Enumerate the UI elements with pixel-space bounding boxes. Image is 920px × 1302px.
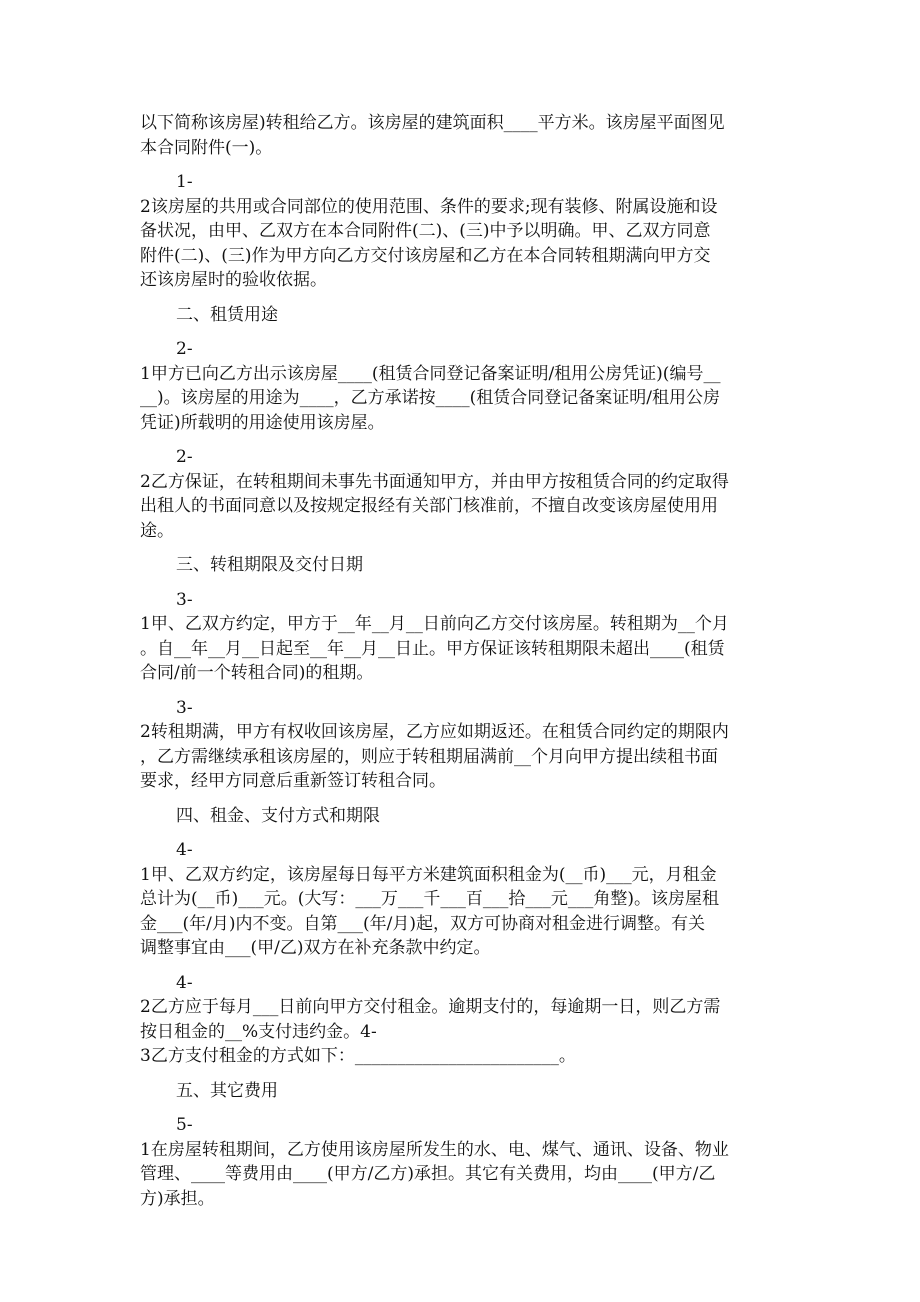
clause-number: 4- (176, 840, 193, 860)
clause-number: 2- (176, 447, 193, 467)
clause-number: 3- (176, 589, 193, 610)
clause-number: 4- (176, 972, 193, 993)
text-line: 还该房屋时的验收依据。 (140, 270, 327, 290)
text-line: 本合同附件(一)。 (140, 137, 273, 158)
text-line: 按日租金的__%支付违约金。4- (140, 1021, 377, 1042)
text-line: 以下简称该房屋)转租给乙方。该房屋的建筑面积____平方米。该房屋平面图见 (140, 113, 725, 133)
text-line: 1甲、乙双方约定，甲方于__年__月__日前向乙方交付该房屋。转租期为__个月 (140, 614, 729, 634)
section-heading: 四、租金、支付方式和期限 (176, 805, 380, 826)
clause-paragraph (140, 588, 780, 686)
clause-number: 3- (176, 697, 193, 718)
clause-paragraph (140, 971, 780, 1069)
text-line: 途。 (140, 520, 174, 541)
text-line: 凭证)所载明的用途使用该房屋。 (140, 412, 385, 433)
section-heading: 二、租赁用途 (176, 304, 278, 325)
text-line: 。自__年__月__日起至__年__月__日止。甲方保证该转租期限未超出____(租赁 (140, 638, 725, 659)
text-line: 2乙方保证，在转租期间未事先书面通知甲方，并由甲方按租赁合同的约定取得 (140, 471, 729, 492)
text-line: 管理、____等费用由____(甲方/乙方)承担。其它有关费用，均由____(甲方/乙 (140, 1164, 716, 1184)
text-line: 合同/前一个转租合同)的租期。 (140, 663, 374, 683)
clause-paragraph (140, 170, 780, 293)
text-line: ，乙方需继续承租该房屋的，则应于转租期届满前__个月向甲方提出续租书面 (140, 746, 718, 767)
clause-number: 2- (176, 339, 193, 359)
section-heading: 三、转租期限及交付日期 (176, 555, 363, 575)
text-line: 要求，经甲方同意后重新签订转租合同。 (140, 771, 446, 791)
text-line: 备状况，由甲、乙双方在本合同附件(二)、(三)中予以明确。甲、乙双方同意 (140, 221, 711, 241)
text-line: 2乙方应于每月___日前向甲方交付租金。逾期支付的，每逾期一日，则乙方需 (140, 997, 721, 1017)
document-body (140, 111, 780, 1221)
text-line: 1甲、乙双方约定，该房屋每日每平方米建筑面积租金为(__币)___元，月租金 (140, 864, 717, 885)
clause-paragraph (140, 1113, 780, 1211)
clause-paragraph (140, 696, 780, 794)
text-line: 3乙方支付租金的方式如下：________________________。 (140, 1046, 576, 1066)
text-line: 总计为(__币)___元。(大写：___万___千___百___拾___元___角整)。该房屋租 (140, 889, 720, 909)
text-line: __)。该房屋的用途为____，乙方承诺按____(租赁合同登记备案证明/租用公房 (140, 388, 720, 408)
clause-number: 5- (176, 1115, 193, 1135)
section-heading: 五、其它费用 (176, 1080, 278, 1101)
text-line: 调整事宜由___(甲/乙)双方在补充条款中约定。 (140, 938, 491, 958)
text-line: 附件(二)、(三)作为甲方向乙方交付该房屋和乙方在本合同转租期满向甲方交 (140, 245, 711, 266)
clause-number: 1- (176, 172, 193, 192)
text-line: 方)承担。 (140, 1188, 215, 1209)
text-line: 2转租期满，甲方有权收回该房屋，乙方应如期返还。在租赁合同约定的期限内 (140, 722, 729, 742)
clause-paragraph (140, 838, 780, 961)
clause-paragraph (140, 445, 780, 543)
text-line: 2该房屋的共用或合同部位的使用范围、条件的要求;现有装修、附属设施和设 (140, 196, 718, 217)
text-line: 金___(年/月)内不变。自第___(年/月)起，双方可协商对租金进行调整。有关 (140, 913, 705, 934)
clause-paragraph (140, 337, 780, 435)
text-line: 1甲方已向乙方出示该房屋____(租赁合同登记备案证明/租用公房凭证)(编号__ (140, 363, 721, 384)
clause-paragraph (140, 111, 780, 160)
text-line: 出租人的书面同意以及按规定报经有关部门核准前，不擅自改变该房屋使用用 (140, 496, 718, 516)
text-line: 1在房屋转租期间，乙方使用该房屋所发生的水、电、煤气、通讯、设备、物业 (140, 1139, 729, 1160)
